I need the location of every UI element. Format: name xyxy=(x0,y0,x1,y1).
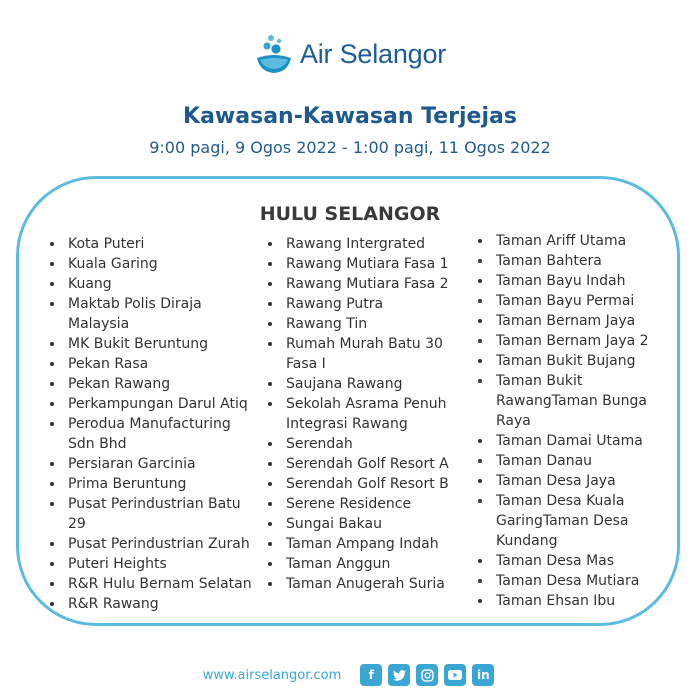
facebook-icon[interactable]: f xyxy=(360,664,382,686)
list-item: Kota Puteri xyxy=(48,234,260,254)
list-item: Taman Bahtera xyxy=(476,251,682,271)
list-item: Sekolah Asrama Penuh Integrasi Rawang xyxy=(266,394,476,434)
list-item: Rawang Tin xyxy=(266,314,476,334)
youtube-icon[interactable] xyxy=(444,664,466,686)
footer xyxy=(0,662,700,688)
page-subtitle: 9:00 pagi, 9 Ogos 2022 - 1:00 pagi, 11 Ogos 2022 xyxy=(149,138,551,157)
areas-column-1 xyxy=(48,234,260,614)
list-item: Taman Desa Mas xyxy=(476,551,682,571)
list-item: Pusat Perindustrian Batu 29 xyxy=(48,494,260,534)
list-item: Taman Bukit RawangTaman Bunga Raya xyxy=(476,371,682,431)
list-item: Saujana Rawang xyxy=(266,374,476,394)
list-item: MK Bukit Beruntung xyxy=(48,334,260,354)
list-item: Taman Danau xyxy=(476,451,682,471)
list-item: Kuala Garing xyxy=(48,254,260,274)
list-item: Taman Bukit Bujang xyxy=(476,351,682,371)
areas-column-2 xyxy=(266,234,476,594)
list-item: Serene Residence xyxy=(266,494,476,514)
website-link[interactable]: www.airselangor.com xyxy=(202,667,342,683)
list-item: Rawang Mutiara Fasa 2 xyxy=(266,274,476,294)
list-item: Perkampungan Darul Atiq xyxy=(48,394,260,414)
list-item: Rawang Mutiara Fasa 1 xyxy=(266,254,476,274)
list-item: Taman Anugerah Suria xyxy=(266,574,476,594)
list-item: Pekan Rasa xyxy=(48,354,260,374)
page-title: Kawasan-Kawasan Terjejas xyxy=(183,104,517,129)
list-item: Serendah Golf Resort A xyxy=(266,454,476,474)
list-item: Taman Bayu Indah xyxy=(476,271,682,291)
list-item: Maktab Polis Diraja Malaysia xyxy=(48,294,260,334)
list-item: Rawang Putra xyxy=(266,294,476,314)
list-item: Taman Desa Jaya xyxy=(476,471,682,491)
list-item: R&R Hulu Bernam Selatan xyxy=(48,574,260,594)
list-item: Perodua Manufacturing Sdn Bhd xyxy=(48,414,260,454)
list-item: Persiaran Garcinia xyxy=(48,454,260,474)
brand-logo xyxy=(0,30,700,78)
list-item: Taman Ampang Indah xyxy=(266,534,476,554)
list-item: Rawang Intergrated xyxy=(266,234,476,254)
areas-column-3 xyxy=(476,231,682,611)
list-item: Taman Damai Utama xyxy=(476,431,682,451)
list-item: Taman Ariff Utama xyxy=(476,231,682,251)
instagram-icon[interactable] xyxy=(416,664,438,686)
list-item: Serendah Golf Resort B xyxy=(266,474,476,494)
list-item: Taman Ehsan Ibu xyxy=(476,591,682,611)
brand-name: Air Selangor xyxy=(299,38,447,69)
linkedin-icon[interactable]: in xyxy=(472,664,494,686)
list-item: Pekan Rawang xyxy=(48,374,260,394)
water-drop-logo-icon xyxy=(254,32,294,76)
list-item: Pusat Perindustrian Zurah xyxy=(48,534,260,554)
list-item: Taman Bernam Jaya xyxy=(476,311,682,331)
list-item: Kuang xyxy=(48,274,260,294)
list-item: Taman Bayu Permai xyxy=(476,291,682,311)
list-item: Serendah xyxy=(266,434,476,454)
list-item: Rumah Murah Batu 30 Fasa I xyxy=(266,334,476,374)
list-item: Prima Beruntung xyxy=(48,474,260,494)
list-item: Taman Anggun xyxy=(266,554,476,574)
list-item: Taman Desa Mutiara xyxy=(476,571,682,591)
region-heading: HULU SELANGOR xyxy=(259,203,441,225)
list-item: Taman Bernam Jaya 2 xyxy=(476,331,682,351)
list-item: R&R Rawang xyxy=(48,594,260,614)
list-item: Sungai Bakau xyxy=(266,514,476,534)
twitter-icon[interactable] xyxy=(388,664,410,686)
list-item: Puteri Heights xyxy=(48,554,260,574)
list-item: Taman Desa Kuala GaringTaman Desa Kundang xyxy=(476,491,682,551)
